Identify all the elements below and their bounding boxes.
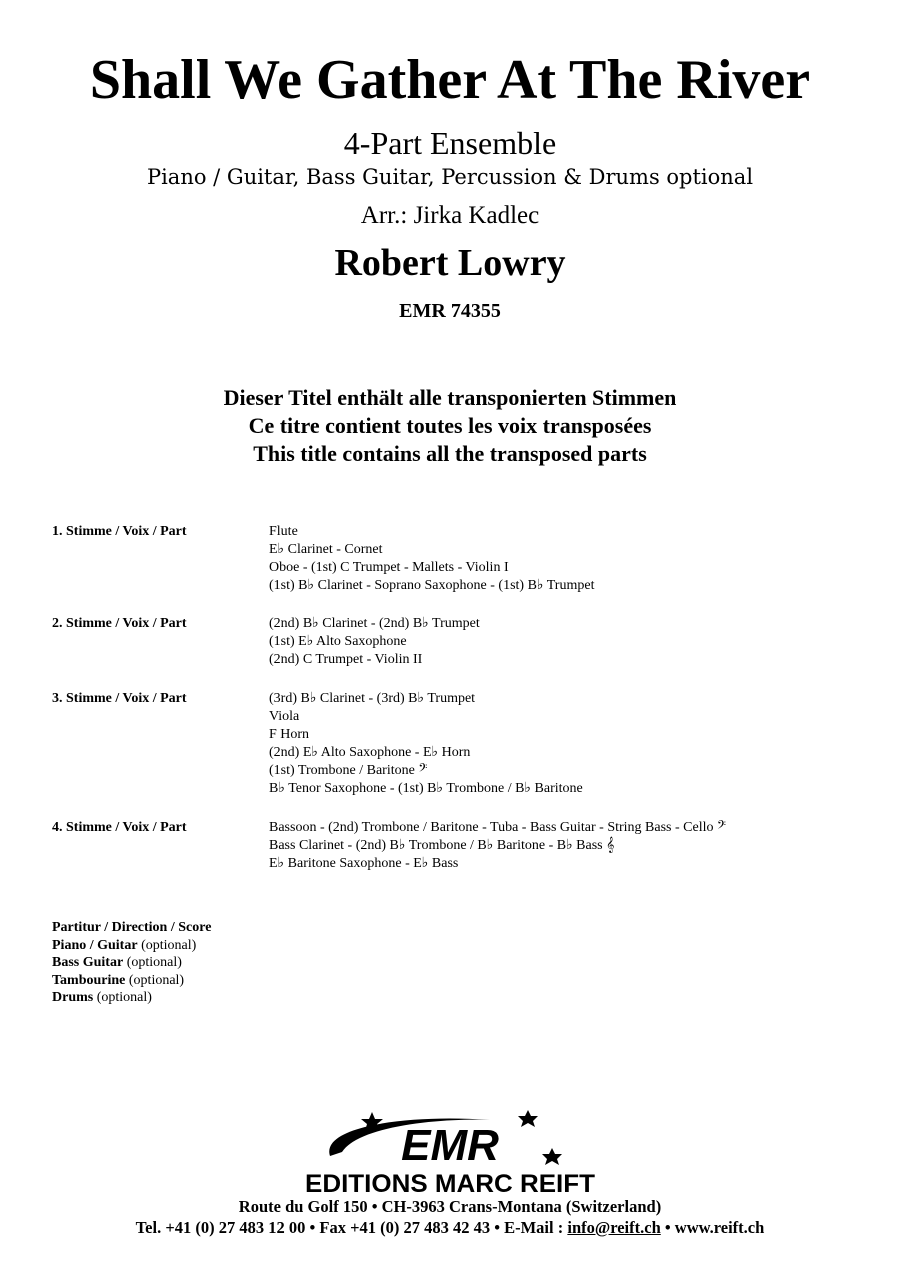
contact-website: • www.reift.ch [660, 1218, 765, 1237]
part-4-line: Bass Clarinet - (2nd) B♭ Trombone / B♭ Baritone - B♭ Bass 𝄞 [269, 838, 615, 853]
part-1-instruments [269, 523, 594, 595]
part-4-label: 4. Stimme / Voix / Part [52, 820, 187, 835]
transposed-notice-fr: Ce titre contient toutes les voix transposées [248, 413, 652, 438]
part-1-line: Oboe - (1st) C Trumpet - Mallets - Violin I [269, 560, 509, 575]
publisher-address: Route du Golf 150 • CH-3963 Crans-Montana (Switzerland) [238, 1197, 662, 1216]
part-3-line: (2nd) E♭ Alto Saxophone - E♭ Horn [269, 745, 471, 760]
part-3-line: (1st) Trombone / Baritone 𝄢 [269, 763, 428, 778]
extra-part-note: (optional) [126, 955, 182, 970]
extra-parts-list [52, 919, 211, 1007]
part-4-instruments [269, 819, 726, 873]
logo-publisher-name: EDITIONS MARC REIFT [305, 1170, 595, 1196]
part-3-line: (3rd) B♭ Clarinet - (3rd) B♭ Trumpet [269, 691, 476, 706]
part-3-line: B♭ Tenor Saxophone - (1st) B♭ Trombone / B♭ Baritone [269, 781, 583, 796]
part-4-line: E♭ Baritone Saxophone - E♭ Bass [269, 856, 459, 871]
part-1-line: (1st) B♭ Clarinet - Soprano Saxophone - (1st) B♭ Trumpet [269, 578, 595, 593]
contact-phone-fax: Tel. +41 (0) 27 483 12 00 • Fax +41 (0) 27 483 42 43 • E-Mail : [135, 1218, 568, 1237]
part-1-label: 1. Stimme / Voix / Part [52, 524, 187, 539]
catalog-number: EMR 74355 [399, 300, 501, 322]
part-1-line: Flute [269, 524, 298, 539]
transposed-notice [0, 384, 900, 468]
logo-star [518, 1110, 538, 1127]
publisher-logo [300, 1106, 600, 1196]
transposed-notice-en: This title contains all the transposed parts [253, 441, 647, 466]
part-1-line: E♭ Clarinet - Cornet [269, 542, 383, 557]
extra-part-name: Drums [52, 990, 94, 1005]
part-4-line: Bassoon - (2nd) Trombone / Baritone - Tuba - Bass Guitar - String Bass - Cello 𝄢 [269, 820, 726, 835]
extra-part [52, 954, 211, 972]
score-title: Shall We Gather At The River [89, 49, 811, 111]
extra-part-name: Partitur / Direction / Score [52, 920, 212, 935]
part-3-instruments [269, 690, 583, 798]
extra-part-name: Bass Guitar [52, 955, 124, 970]
instrumentation: Piano / Guitar, Bass Guitar, Percussion & Drums optional [146, 165, 754, 189]
part-3-line: Viola [269, 709, 300, 724]
part-2-line: (2nd) C Trumpet - Violin II [269, 652, 423, 667]
extra-part-name: Tambourine [52, 972, 126, 988]
part-2-instruments [269, 615, 480, 669]
part-3-line: F Horn [269, 727, 310, 742]
logo-star [542, 1148, 562, 1165]
arranger: Arr.: Jirka Kadlec [360, 202, 540, 229]
extra-part [52, 972, 211, 990]
ensemble-type: 4-Part Ensemble [343, 125, 557, 161]
email-link[interactable]: info@reift.ch [567, 1218, 661, 1237]
extra-part-name: Piano / Guitar [52, 937, 138, 953]
extra-part [52, 919, 211, 937]
extra-part [52, 989, 211, 1007]
extra-part-note: (optional) [96, 990, 152, 1005]
composer: Robert Lowry [334, 242, 566, 284]
publisher-contact [0, 1217, 900, 1239]
extra-part [52, 937, 211, 955]
transposed-notice-de: Dieser Titel enthält alle transponierten Stimmen [223, 385, 677, 410]
extra-part-note: (optional) [128, 972, 185, 988]
part-3-label: 3. Stimme / Voix / Part [52, 691, 187, 706]
part-2-line: (1st) E♭ Alto Saxophone [269, 634, 407, 649]
extra-part-note: (optional) [141, 937, 197, 953]
part-2-label: 2. Stimme / Voix / Part [52, 616, 187, 631]
logo-mark-text: EMR [401, 1121, 499, 1170]
part-2-line: (2nd) B♭ Clarinet - (2nd) B♭ Trumpet [269, 616, 480, 631]
